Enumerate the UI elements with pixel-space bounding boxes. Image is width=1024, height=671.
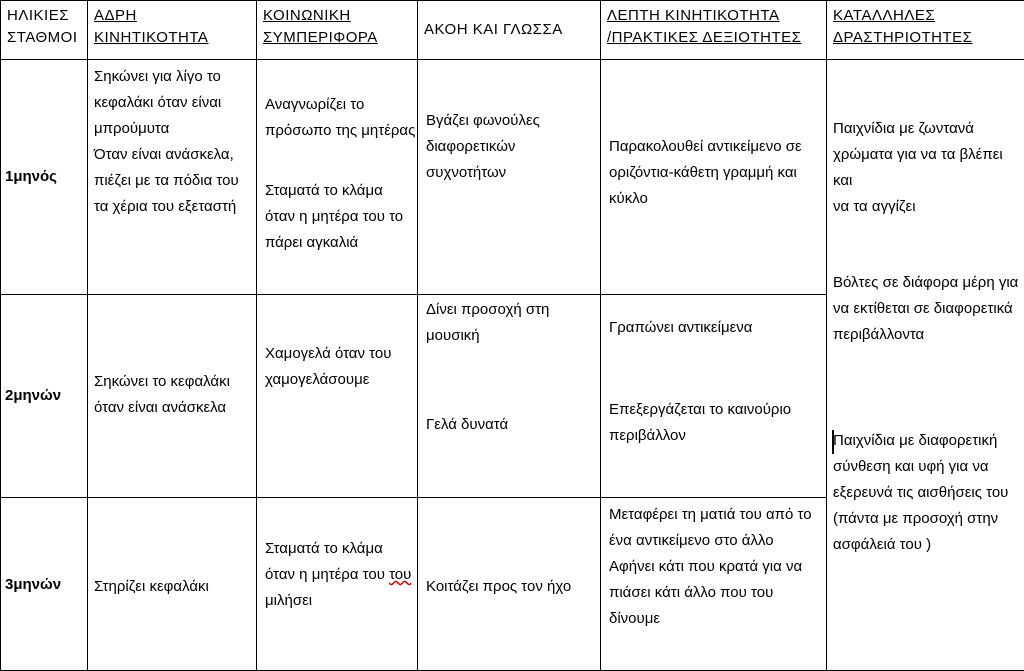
header-fine-motor-line1: ΛΕΠΤΗ ΚΙΝΗΤΙΚΟΤΗΤΑ xyxy=(607,7,779,24)
social-text: Σταματά το κλάμα όταν η μητέρα του του μιλήσει xyxy=(265,536,411,614)
age-label: 2μηνών xyxy=(5,387,61,404)
hearing-cell xyxy=(418,498,601,671)
header-age-line1: ΗΛΙΚΙΕΣ xyxy=(7,7,69,24)
age-cell xyxy=(1,295,88,498)
social-text-2: Σταματά το κλάμα όταν η μητέρα του το πάρει αγκαλιά xyxy=(265,178,403,256)
age-cell xyxy=(1,498,88,671)
activity-3: Παιχνίδια με διαφορετική σύνθεση και υφή για να εξερευνά τις αισθήσεις του (πάντα με προσοχή στην ασφάλειά του ) xyxy=(833,428,1008,558)
header-social-line1: ΚΟΙΝΩΝΙΚΗ xyxy=(263,7,351,24)
header-gross-motor xyxy=(88,1,257,60)
header-gross-motor-line1: ΑΔΡΗ xyxy=(94,7,137,24)
header-hearing-language xyxy=(418,1,601,60)
hearing-text: Βγάζει φωνούλες διαφορετικών συχνοτήτων xyxy=(426,108,540,186)
hearing-cell xyxy=(418,295,601,498)
social-cell xyxy=(257,60,418,295)
hearing-text-2: Γελά δυνατά xyxy=(426,412,508,438)
social-text-1: Αναγνωρίζει το πρόσωπο της μητέρας xyxy=(265,92,415,144)
gross-motor-cell xyxy=(88,498,257,671)
activities-cell xyxy=(827,60,1024,671)
spellcheck-underline: του xyxy=(389,566,411,583)
age-label: 3μηνών xyxy=(5,576,61,593)
gross-motor-text: Σηκώνει το κεφαλάκι όταν είναι ανάσκελα xyxy=(94,369,230,421)
social-cell xyxy=(257,295,418,498)
header-fine-motor-line2: /ΠΡΑΚΤΙΚΕΣ ΔΕΞΙΟΤΗΤΕΣ xyxy=(607,29,801,46)
header-activities-line1: ΚΑΤΑΛΛΗΛΕΣ xyxy=(833,7,935,24)
fine-motor-text: Παρακολουθεί αντικείμενο σε οριζόντια-κάθετη γραμμή και κύκλο xyxy=(609,134,802,212)
header-row xyxy=(1,1,1024,60)
header-social xyxy=(257,1,418,60)
header-gross-motor-line2: ΚΙΝΗΤΙΚΟΤΗΤΑ xyxy=(94,29,208,46)
gross-motor-cell xyxy=(88,295,257,498)
header-hearing-language-text: ΑΚΟΗ ΚΑΙ ΓΛΩΣΣΑ xyxy=(418,1,600,41)
header-age xyxy=(1,1,88,60)
fine-motor-cell xyxy=(601,498,827,671)
activity-1: Παιχνίδια με ζωντανά χρώματα για να τα βλέπει και να τα αγγίζει xyxy=(833,116,1024,220)
hearing-text: Κοιτάζει προς τον ήχο xyxy=(426,574,571,600)
header-activities xyxy=(827,1,1024,60)
header-fine-motor xyxy=(601,1,827,60)
social-cell xyxy=(257,498,418,671)
age-cell xyxy=(1,60,88,295)
hearing-cell xyxy=(418,60,601,295)
gross-motor-text: Στηρίζει κεφαλάκι xyxy=(94,574,209,600)
hearing-text-1: Δίνει προσοχή στη μουσική xyxy=(426,297,549,349)
fine-motor-cell xyxy=(601,60,827,295)
fine-motor-text-1: Γραπώνει αντικείμενα xyxy=(609,315,752,341)
social-text: Χαμογελά όταν του χαμογελάσουμε xyxy=(265,341,391,393)
activity-2: Βόλτες σε διάφορα μέρη για να εκτίθεται σε διαφορετικά περιβάλλοντα xyxy=(833,270,1018,348)
header-age-line2: ΣΤΑΘΜΟΙ xyxy=(7,29,78,46)
table-row xyxy=(1,60,1024,295)
fine-motor-text: Μεταφέρει τη ματιά του από το ένα αντικείμενο στο άλλο Αφήνει κάτι που κρατά για να πιάσει κάτι άλλο που του δίνουμε xyxy=(609,502,812,632)
fine-motor-text-2: Επεξεργάζεται το καινούριο περιβάλλον xyxy=(609,397,791,449)
fine-motor-cell xyxy=(601,295,827,498)
gross-motor-cell xyxy=(88,60,257,295)
header-social-line2: ΣΥΜΠΕΡΙΦΟΡΑ xyxy=(263,29,378,46)
header-activities-line2: ΔΡΑΣΤΗΡΙΟΤΗΤΕΣ xyxy=(833,29,972,46)
gross-motor-text: Σηκώνει για λίγο το κεφαλάκι όταν είναι μπρούμυτα Όταν είναι ανάσκελα, πιέζει με τα πόδια του τα χέρια του εξεταστή xyxy=(94,64,239,220)
age-label: 1μηνός xyxy=(5,168,57,185)
